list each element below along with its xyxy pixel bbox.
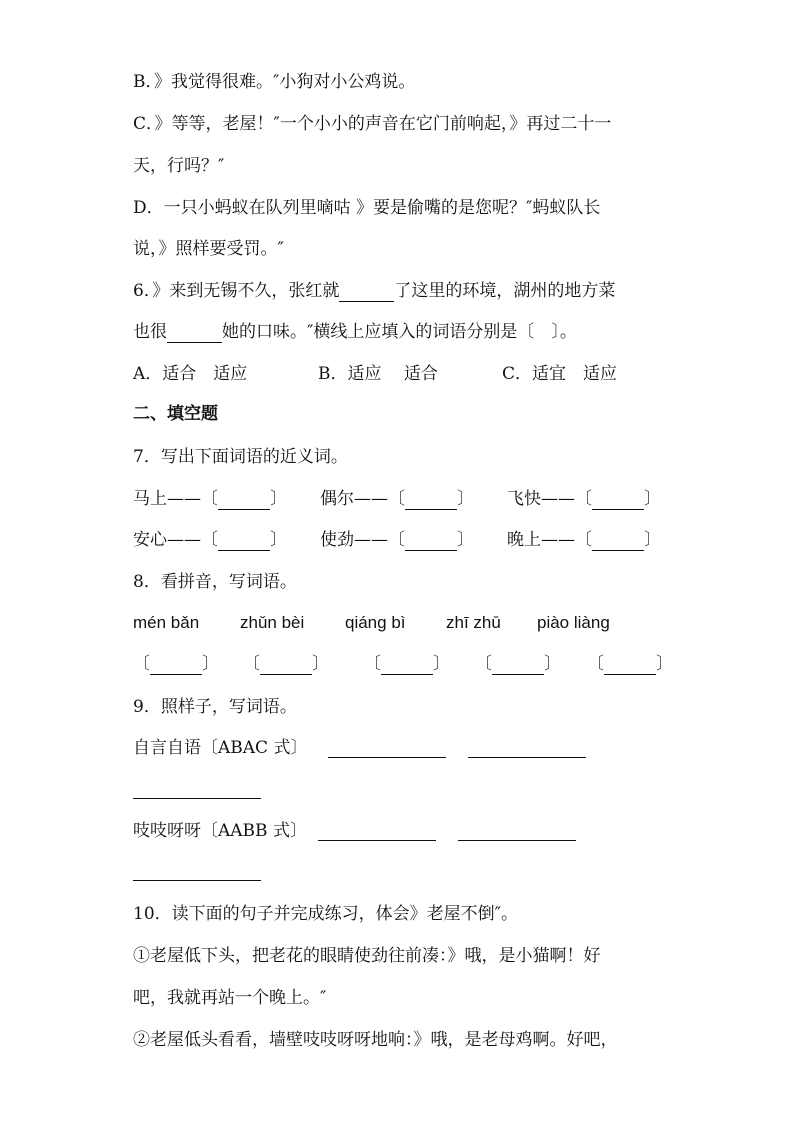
q6-line1 bbox=[133, 280, 615, 302]
q8-answer-blank[interactable] bbox=[381, 656, 433, 675]
q7-item bbox=[320, 488, 474, 510]
paren-open: 〔 bbox=[388, 489, 405, 509]
q7-answer-blank[interactable] bbox=[218, 532, 270, 551]
q8-answer-blank[interactable] bbox=[604, 656, 656, 675]
q8-answer bbox=[133, 653, 219, 675]
paren-open: 〔 bbox=[587, 654, 604, 674]
q9-aabb-blank-2[interactable] bbox=[458, 840, 576, 841]
q6-line2 bbox=[133, 321, 577, 343]
q10-sentence1-line1: ①老屋低下头，把老花的眼睛使劲往前凑：》哦，是小猫啊！好 bbox=[133, 946, 601, 966]
option-d-line2: 说，》照样要受罚。″ bbox=[133, 239, 284, 259]
q8-answer bbox=[364, 653, 450, 675]
q9-abac-blank-3[interactable] bbox=[133, 798, 261, 799]
q7-answer-blank[interactable] bbox=[592, 491, 644, 510]
paren-close: 〕 bbox=[644, 530, 661, 550]
option-c-line1: C．》等等，老屋！″一个小小的声音在它门前响起，》再过二十一 bbox=[133, 114, 612, 134]
q6-text-d: 她的口味。″横线上应填入的词语分别是〔 〕。 bbox=[222, 322, 577, 342]
q7-word: 马上—— bbox=[133, 489, 201, 509]
paren-open: 〔 bbox=[243, 654, 260, 674]
q8-answer bbox=[475, 653, 561, 675]
paren-close: 〕 bbox=[544, 654, 561, 674]
paren-open: 〔 bbox=[201, 489, 218, 509]
q8-prompt: 8．看拼音，写词语。 bbox=[133, 572, 297, 592]
q10-sentence1-line2: 吧，我就再站一个晚上。″ bbox=[133, 988, 327, 1008]
q9-abac-blank-2[interactable] bbox=[468, 757, 586, 758]
paren-close: 〕 bbox=[656, 654, 673, 674]
q6-option-c[interactable]: C．适宜 适应 bbox=[502, 364, 618, 384]
option-c-line2: 天，行吗？″ bbox=[133, 156, 225, 176]
q8-answer bbox=[243, 653, 329, 675]
paren-open: 〔 bbox=[364, 654, 381, 674]
q9-aabb-blank-1[interactable] bbox=[318, 840, 436, 841]
q8-answer bbox=[587, 653, 673, 675]
q7-word: 安心—— bbox=[133, 530, 201, 550]
q9-aabb-blank-3[interactable] bbox=[133, 880, 261, 881]
paren-close: 〕 bbox=[457, 530, 474, 550]
paren-open: 〔 bbox=[388, 530, 405, 550]
q8-answer-blank[interactable] bbox=[492, 656, 544, 675]
q7-answer-blank[interactable] bbox=[405, 532, 457, 551]
q7-answer-blank[interactable] bbox=[218, 491, 270, 510]
q6-option-b[interactable]: B．适应 适合 bbox=[318, 364, 438, 384]
q8-answer-blank[interactable] bbox=[260, 656, 312, 675]
q6-text-a: 6．》来到无锡不久，张红就 bbox=[133, 281, 340, 301]
q9-aabb-label: 吱吱呀呀〔AABB 式〕 bbox=[133, 821, 307, 841]
q6-text-c: 也很 bbox=[133, 322, 167, 342]
paren-close: 〕 bbox=[457, 489, 474, 509]
paren-close: 〕 bbox=[644, 489, 661, 509]
paren-close: 〕 bbox=[270, 489, 287, 509]
paren-close: 〕 bbox=[312, 654, 329, 674]
q6-text-b: 了这里的环境，湖州的地方菜 bbox=[394, 281, 616, 301]
paren-close: 〕 bbox=[433, 654, 450, 674]
q8-answer-blank[interactable] bbox=[150, 656, 202, 675]
paren-open: 〔 bbox=[575, 530, 592, 550]
q6-blank-2[interactable] bbox=[167, 324, 222, 343]
option-b: B．》我觉得很难。″小狗对小公鸡说。 bbox=[133, 72, 416, 92]
q7-item bbox=[133, 529, 287, 551]
q9-prompt: 9．照样子，写词语。 bbox=[133, 697, 297, 717]
paren-open: 〔 bbox=[475, 654, 492, 674]
paren-close: 〕 bbox=[270, 530, 287, 550]
paren-open: 〔 bbox=[201, 530, 218, 550]
q7-prompt: 7．写出下面词语的近义词。 bbox=[133, 447, 348, 467]
q9-abac-blank-1[interactable] bbox=[328, 757, 446, 758]
q7-item bbox=[133, 488, 287, 510]
q7-word: 飞快—— bbox=[507, 489, 575, 509]
q6-option-a[interactable]: A．适合 适应 bbox=[133, 364, 248, 384]
q7-answer-blank[interactable] bbox=[592, 532, 644, 551]
pinyin-item: zhǔn bèi bbox=[240, 613, 305, 632]
q7-word: 偶尔—— bbox=[320, 489, 388, 509]
q7-item bbox=[507, 488, 661, 510]
pinyin-item: mén bǎn bbox=[133, 613, 200, 632]
q10-sentence2-line1: ②老屋低头看看，墙壁吱吱呀呀地响：》哦，是老母鸡啊。好吧， bbox=[133, 1030, 618, 1050]
pinyin-item: qiáng bì bbox=[345, 613, 406, 632]
pinyin-item: zhī zhū bbox=[446, 613, 501, 632]
q7-word: 晚上—— bbox=[507, 530, 575, 550]
q9-abac-label: 自言自语〔ABAC 式〕 bbox=[133, 738, 308, 758]
paren-open: 〔 bbox=[133, 654, 150, 674]
q7-item bbox=[507, 529, 661, 551]
option-d-line1: D．一只小蚂蚁在队列里嘀咕 》要是偷嘴的是您呢？″蚂蚁队长 bbox=[133, 198, 601, 218]
q6-blank-1[interactable] bbox=[339, 283, 394, 302]
paren-open: 〔 bbox=[575, 489, 592, 509]
q10-prompt: 10．读下面的句子并完成练习，体会》老屋不倒″。 bbox=[133, 904, 518, 924]
paren-close: 〕 bbox=[202, 654, 219, 674]
section-title-fill-blank: 二、填空题 bbox=[133, 404, 218, 424]
q7-item bbox=[320, 529, 474, 551]
q7-word: 使劲—— bbox=[320, 530, 388, 550]
pinyin-item: piào liàng bbox=[537, 613, 610, 632]
q7-answer-blank[interactable] bbox=[405, 491, 457, 510]
